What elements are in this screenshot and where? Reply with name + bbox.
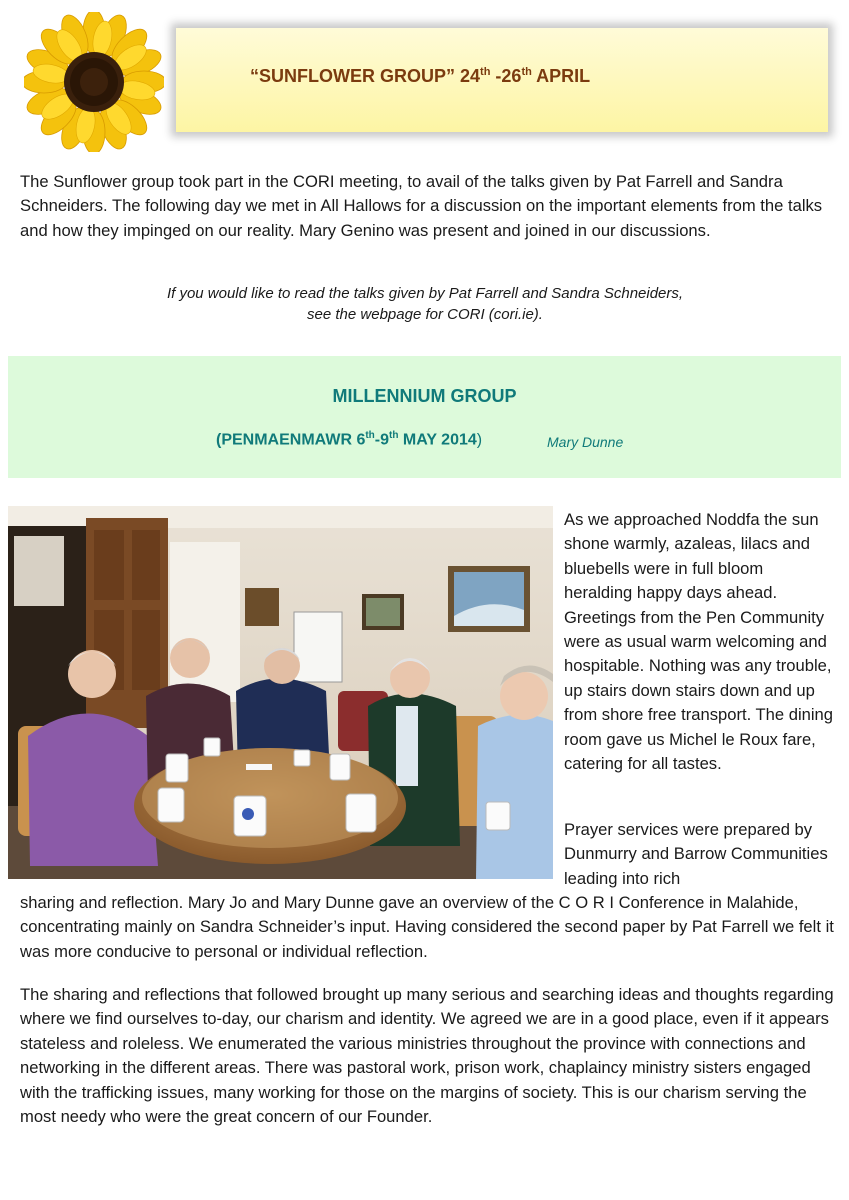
sunflower-title: “SUNFLOWER GROUP” 24th -26th APRIL [250, 66, 591, 86]
millennium-paragraph-1: As we approached Noddfa the sun shone warmly, azaleas, lilacs and bluebells were in full bloom heralding happy days ahead. Greetings from the Pen Community were as usual warm welcoming and hospitable. Nothing was any trouble, up stairs down stairs down and up from shore free transport. The dining room gave us Michel le Roux fare, catering for all tastes. [564, 510, 834, 774]
millennium-paragraph-3: The sharing and reflections that followed brought up many serious and searching ideas and thoughts regarding where we find ourselves to-day, our charism and identity. We agreed we are in a good place, even if it appears stateless and roleless. We enumerated the various ministries throughout the province with connections and networking in the different areas. There was pastoral work, prison work, chaplaincy ministry sisters engaged with the trafficking issues, many working for those on the margins of society. This is our charism serving the most needy who were the great concern of our Founder. [20, 985, 834, 1127]
group-photo [8, 506, 553, 879]
millennium-paragraph-2-continued: sharing and reflection. Mary Jo and Mary Dunne gave an overview of the C O R I Conference in Malahide, concentrating mainly on Sandra Schneider’s input. Having considered the second paper by Pat Farrell we felt it was more conducive to personal or individual reflection. [20, 893, 834, 961]
sunflower-icon [24, 12, 164, 152]
millennium-title: MILLENNIUM GROUP [332, 386, 517, 406]
millennium-author: Mary Dunne [547, 434, 624, 450]
millennium-subtitle: (PENMAENMAWR 6th-9th MAY 2014) [216, 430, 483, 449]
cori-note-line-1: If you would like to read the talks given by Pat Farrell and Sandra Schneiders, [166, 285, 684, 302]
cori-note-line-2: see the webpage for CORI (cori.ie). [307, 306, 543, 323]
cori-note [30, 283, 820, 325]
millennium-header-box [8, 356, 841, 478]
sunflower-intro-paragraph: The Sunflower group took part in the CORI meeting, to avail of the talks given by Pat Farrell and Sandra Schneiders. The following day we met in All Hallows for a discussion on the important elements from the talks and how they impinged on our reality. Mary Genino was present and joined in our discussions. [20, 172, 823, 240]
millennium-paragraph-2-start: Prayer services were prepared by Dunmurry and Barrow Communities leading into rich [564, 820, 828, 888]
